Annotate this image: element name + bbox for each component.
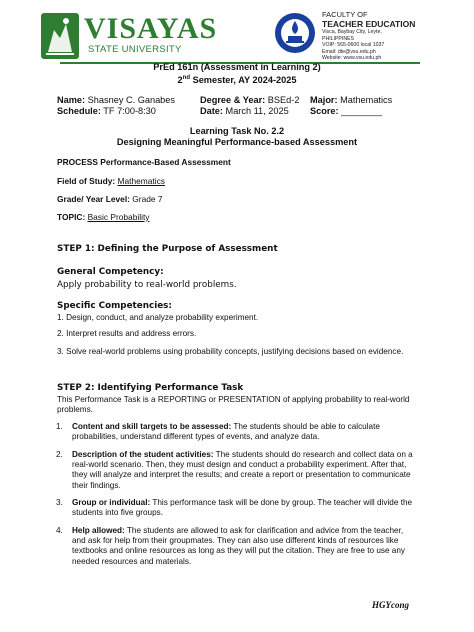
degree-field: Degree & Year: BSEd-2 — [200, 95, 300, 105]
voip: VOIP: 565-0600 local 1037 — [322, 42, 385, 49]
process-label: PROCESS Performance-Based Assessment — [57, 157, 231, 167]
faculty-info — [322, 11, 415, 62]
specific-competencies-heading: Specific Competencies: — [57, 301, 172, 311]
grade-level: Grade/ Year Level: Grade 7 — [57, 194, 163, 204]
course-title: PrEd 161n (Assessment in Learning 2) — [153, 62, 321, 72]
faculty-of: FACULTY OF — [322, 10, 368, 19]
major-field: Major: Mathematics — [310, 95, 393, 105]
topic: TOPIC: Basic Probability — [57, 212, 150, 222]
email: Email: dte@vsu.edu.ph — [322, 48, 376, 55]
address-line-1: Visca, Baybay City, Leyte, — [322, 29, 382, 35]
task-title: Designing Meaningful Performance-based Assessment — [116, 137, 358, 147]
score-field: Score: ________ — [310, 106, 383, 116]
general-competency-heading: General Competency: — [57, 267, 164, 277]
list-item: 4. Help allowed: The students are allowed to ask for clarification and advice from the teacher, and ask for help from their groupmates. They can also use different kinds of resources like textbooks and online resources as long as they will put the citation. They are free to use any needed resources and materials. — [56, 526, 406, 566]
step2-intro: This Performance Task is a REPORTING or PRESENTATION of applying probability to real-world problems. — [57, 395, 410, 415]
list-item: 3. Group or individual: This performance task will be done by group. The teacher will divide the students into five groups. — [56, 498, 413, 518]
schedule-field: Schedule: TF 7:00-8:30 — [57, 106, 156, 116]
step2-heading: STEP 2: Identifying Performance Task — [57, 383, 244, 393]
teacher-education-seal-icon — [274, 12, 316, 54]
list-item: 1. Content and skill targets to be assessed: The students should be able to calculate probabilities, understand different types of events, and analyze data. — [56, 422, 380, 442]
address-line-2: PHILIPPINES — [322, 35, 355, 42]
step1-heading: STEP 1: Defining the Purpose of Assessment — [57, 244, 278, 254]
date-field: Date: March 11, 2025 — [200, 106, 289, 116]
vsu-logo-icon — [40, 12, 80, 60]
signature: HGYcong — [372, 600, 409, 610]
specific-competency-2: 2. Interpret results and address errors. — [57, 329, 197, 338]
university-subtitle: STATE UNIVERSITY — [88, 44, 182, 55]
university-name: VISAYAS — [84, 12, 218, 45]
website: Website: www.vsu.edu.ph — [322, 55, 382, 62]
task-number: Learning Task No. 2.2 — [189, 126, 285, 136]
general-competency-text: Apply probability to real-world problems. — [57, 280, 237, 290]
letterhead — [0, 8, 474, 66]
field-of-study: Field of Study: Mathematics — [57, 176, 165, 186]
semester: 2nd Semester, AY 2024-2025 — [177, 75, 297, 86]
specific-competency-1: 1. Design, conduct, and analyze probability experiment. — [57, 313, 259, 322]
specific-competency-3: 3. Solve real-world problems using probability concepts, justifying decisions based on evidence. — [57, 347, 404, 356]
name-field: Name: Shasney C. Ganabes — [57, 95, 175, 105]
faculty-name: TEACHER EDUCATION — [322, 19, 416, 29]
list-item: 2. Description of the student activities: The students should do research and collect data on a real-world scenario. Then, they must design and conduct a probability experiment. After that, they will analyze and interpret the results; and create a report or presentation to communicate their findings. — [56, 450, 413, 490]
